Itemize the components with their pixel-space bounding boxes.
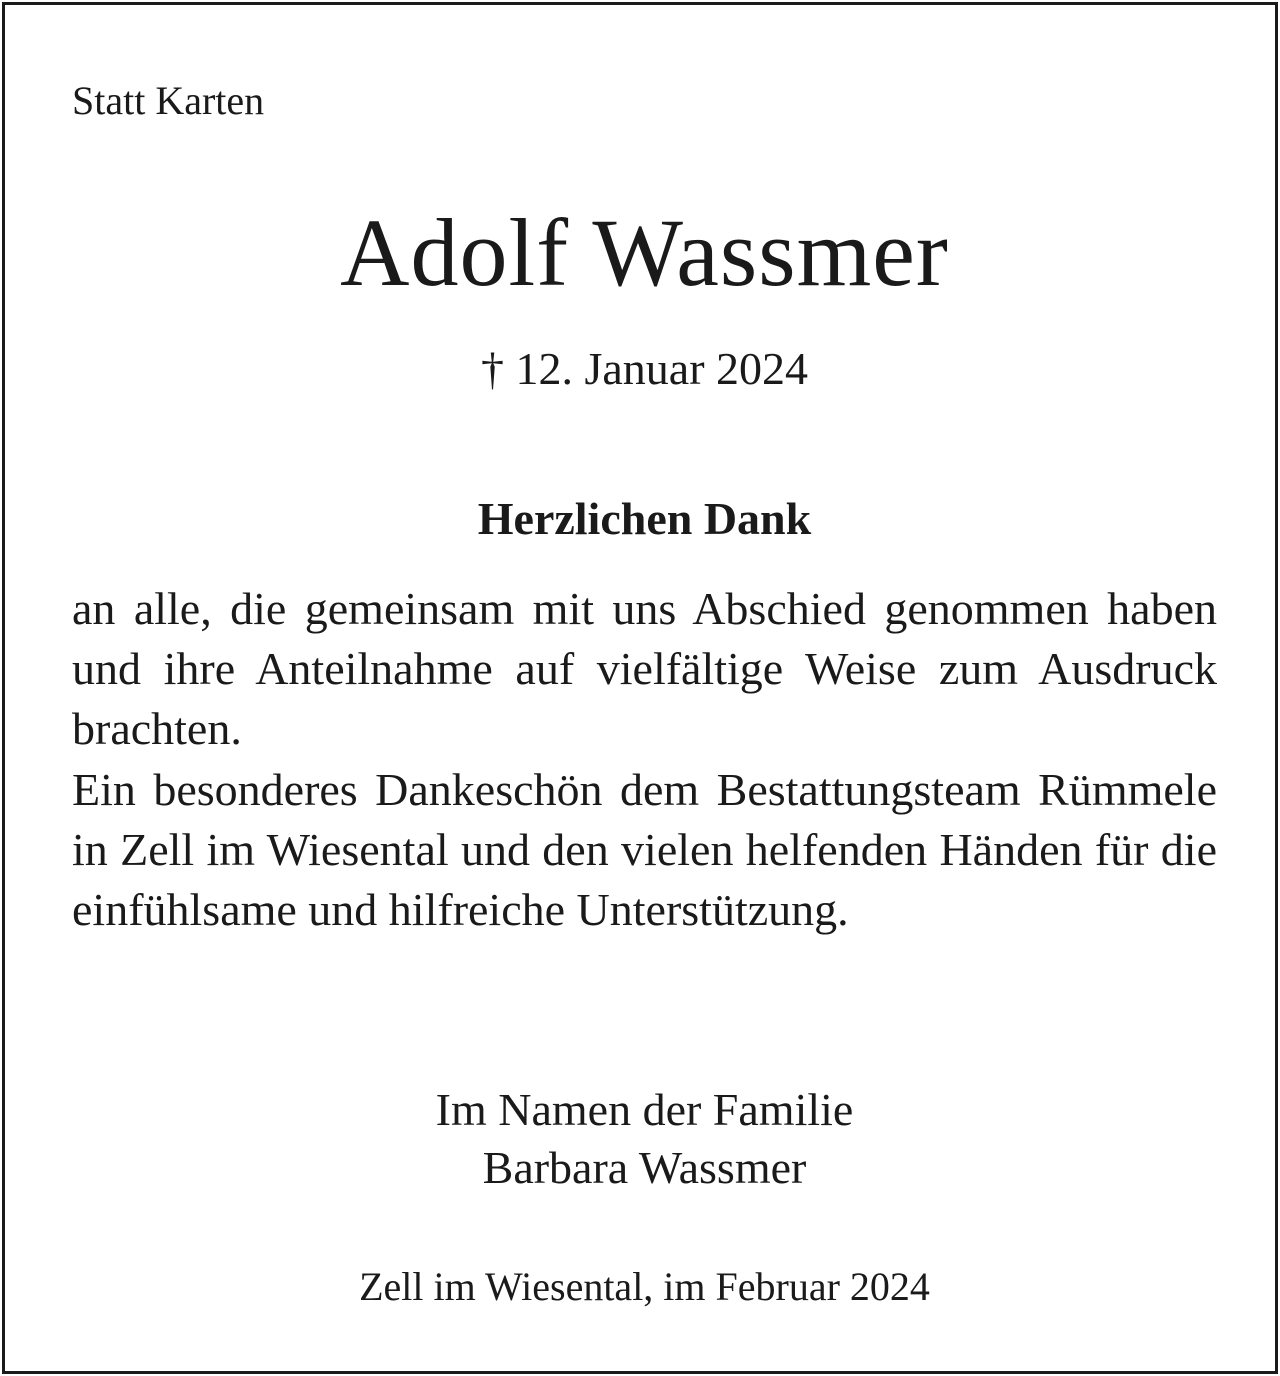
thanks-heading: Herzlichen Dank bbox=[477, 493, 812, 544]
thanks-paragraph-2: Ein besonderes Dankeschön dem Bestattungsteam Rümmele in Zell im Wiesental und den vielen helfenden Händen für die einfühlsame und hilfreiche Unterstützung. bbox=[72, 763, 1217, 936]
death-date: † 12. Januar 2024 bbox=[480, 343, 809, 394]
deceased-name: Adolf Wassmer bbox=[340, 199, 949, 306]
notice-frame bbox=[2, 2, 1278, 1374]
signature-block bbox=[72, 1081, 1217, 1197]
signature-line-1: Im Namen der Familie bbox=[435, 1084, 854, 1135]
place-date: Zell im Wiesental, im Februar 2024 bbox=[359, 1264, 930, 1309]
thanks-paragraph-1: an alle, die gemeinsam mit uns Abschied genommen haben und ihre Anteilnahme auf vielfältige Weise zum Ausdruck brachten. bbox=[72, 583, 1217, 755]
thanks-body bbox=[72, 579, 1217, 940]
signature-line-2: Barbara Wassmer bbox=[482, 1142, 807, 1193]
kicker-text: Statt Karten bbox=[72, 78, 265, 123]
